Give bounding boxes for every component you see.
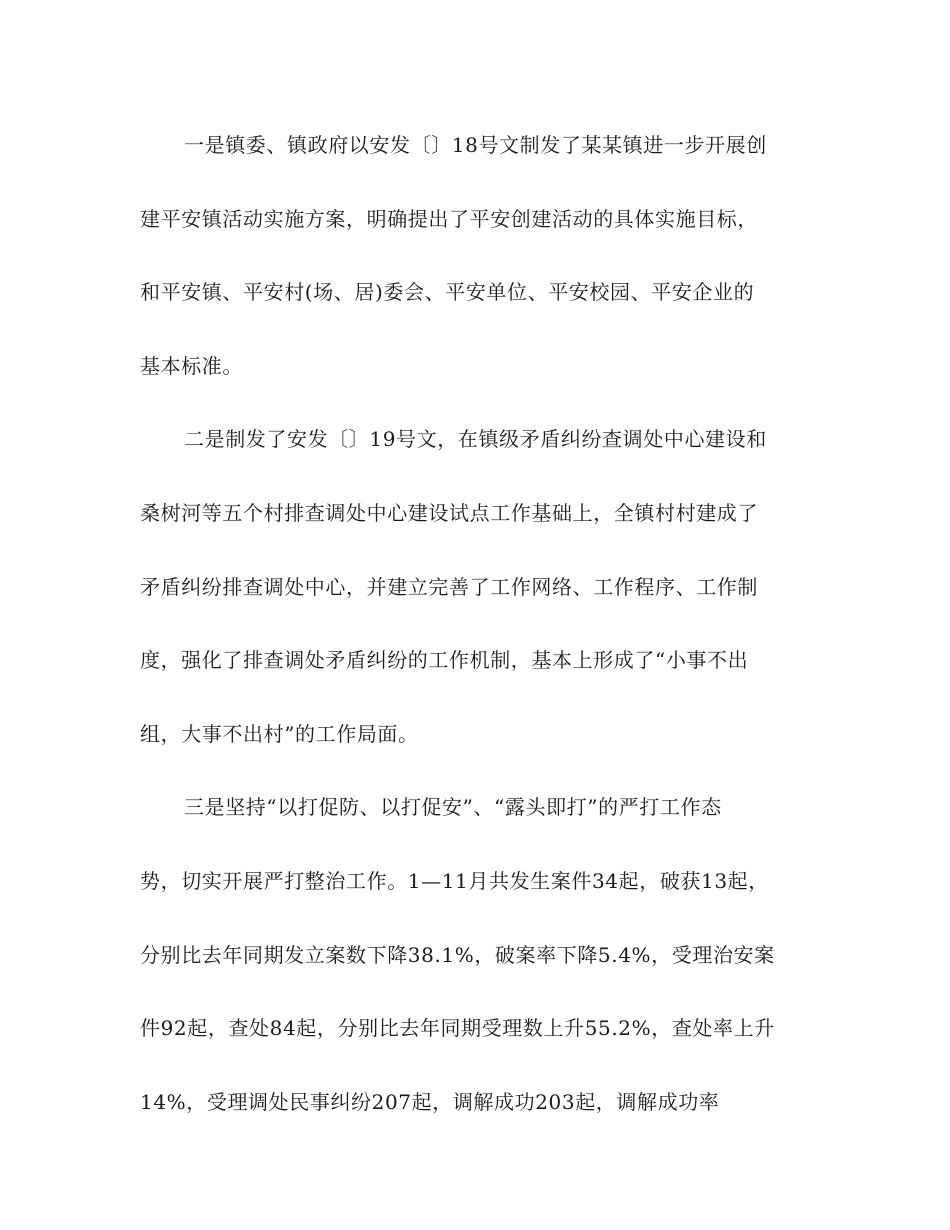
text-line: 基本标准。 [140, 353, 243, 378]
text-line: 二是制发了安发〔〕19号文，在镇级矛盾纠纷查调处中心建设和 [184, 427, 767, 452]
text-line: 度，强化了排查调处矛盾纠纷的工作机制，基本上形成了“小事不出 [140, 648, 749, 673]
paragraph-3 [140, 789, 820, 1157]
text-line: 矛盾纠纷排查调处中心，并建立完善了工作网络、工作程序、工作制 [140, 574, 758, 599]
text-line: 14%，受理调处民事纠纷207起，调解成功203起，调解成功率 [140, 1089, 720, 1114]
text-line: 三是坚持“以打促防、以打促安”、“露头即打”的严打工作态 [184, 795, 722, 820]
paragraph-2 [140, 421, 820, 789]
text-line: 组，大事不出村”的工作局面。 [140, 721, 419, 746]
text-line: 件92起，查处84起，分别比去年同期受理数上升55.2%，查处率上升 [140, 1016, 775, 1041]
text-line: 势，切实开展严打整治工作。1—11月共发生案件34起，破获13起， [140, 868, 769, 893]
document-body [140, 127, 820, 1157]
text-line: 分别比去年同期发立案数下降38.1%，破案率下降5.4%，受理治安案 [140, 942, 775, 967]
text-line: 建平安镇活动实施方案，明确提出了平安创建活动的具体实施目标， [140, 206, 758, 231]
text-line: 一是镇委、镇政府以安发〔〕18号文制发了某某镇进一步开展创 [184, 133, 767, 157]
text-line: 桑树河等五个村排查调处中心建设试点工作基础上，全镇村村建成了 [140, 500, 758, 525]
paragraph-1 [140, 127, 820, 421]
text-line: 和平安镇、平安村(场、居)委会、平安单位、平安校园、平安企业的 [140, 280, 755, 305]
